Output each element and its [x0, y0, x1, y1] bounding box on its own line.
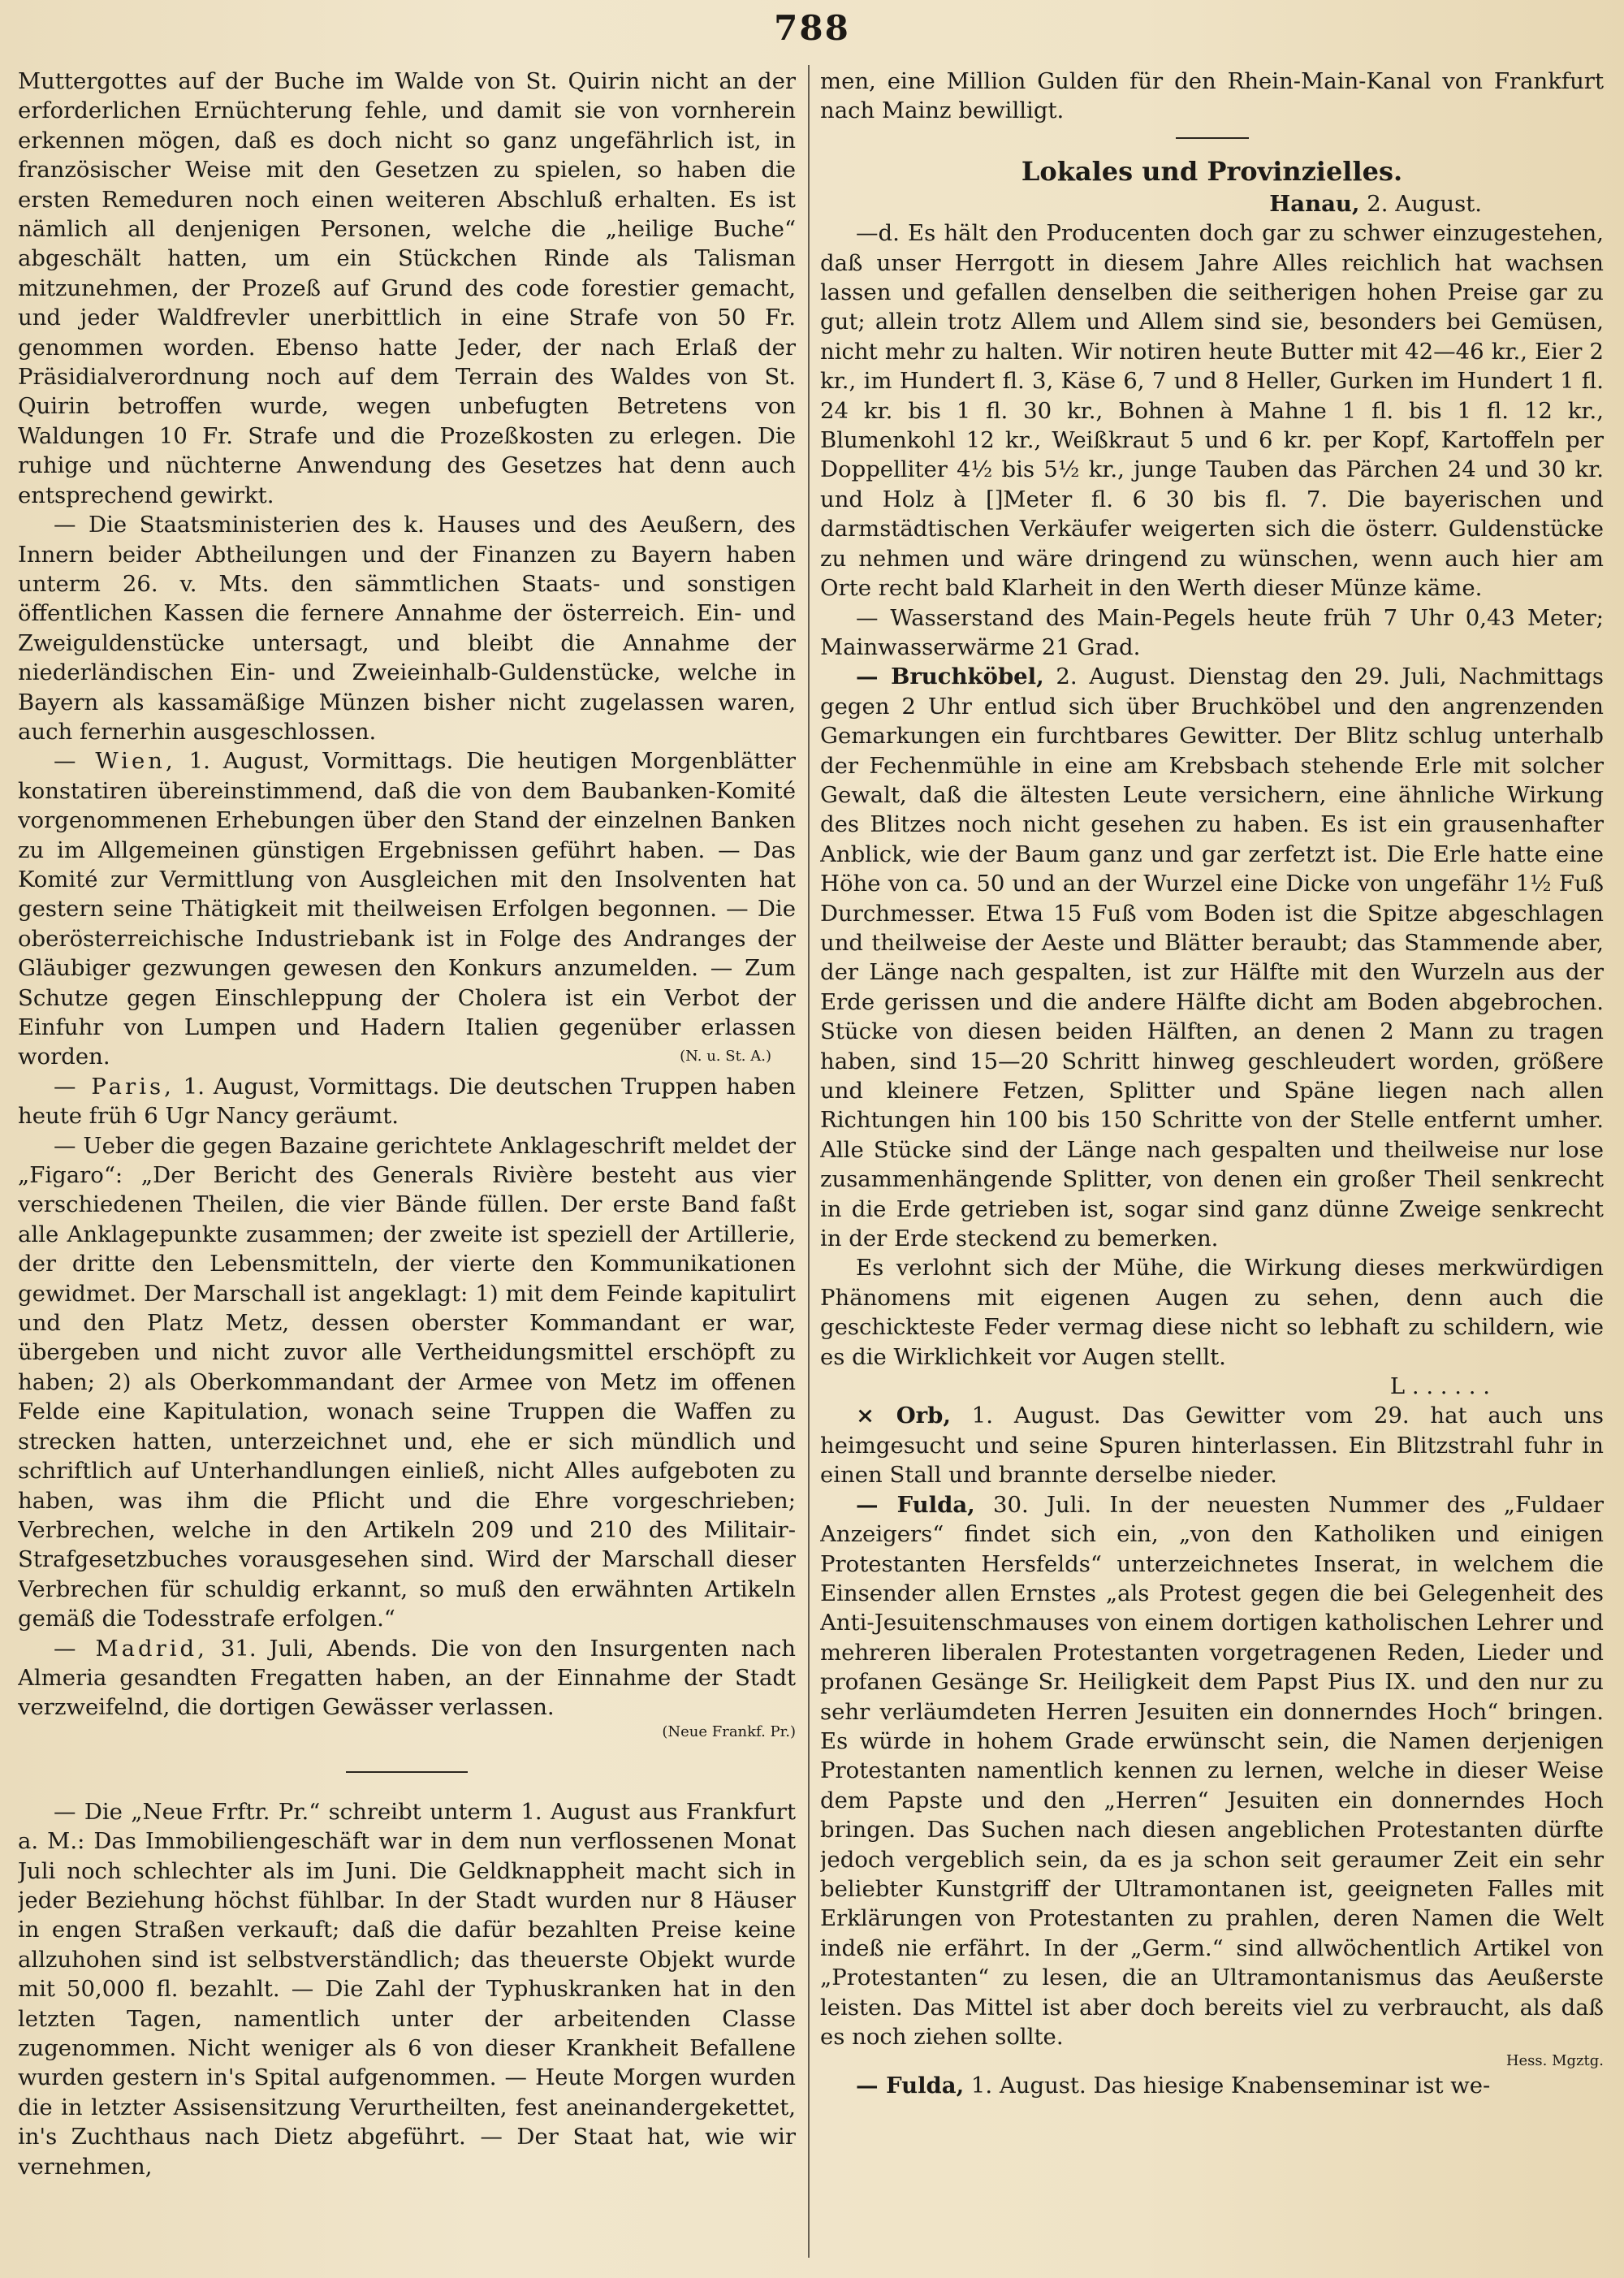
dateline-orb: × Orb, — [856, 1403, 951, 1429]
article-bavaria-coins: — Die Staatsministerien des k. Hauses und des Aeußern, des Innern beider Abtheilungen und der Finanzen zu Bayern haben unterm 26. v. Mts. den sämmtlichen Staats- und sonstigen öffentlichen Kassen die fernere Annahme der österreich. Ein- und Zweiguldenstücke untersagt, und bleibt die Annahme der niederländischen Ein- und Zweieinhalb-Guldenstücke, welche in Bayern als kassamäßige Münzen bisher nicht zugelassen waren, auch fernerhin ausgeschlossen. — [18, 512, 796, 745]
article-paris-text: 1. August, Vormittags. Die deutschen Truppen haben heute früh 6 Ugr Nancy geräumt. — [18, 1073, 796, 1130]
source-madrid: (Neue Frankf. Pr.) — [662, 1723, 796, 1740]
article-fulda-1 — [820, 1490, 1604, 2052]
column-divider — [808, 65, 810, 2258]
article-fulda-2-text: 1. August. Das hiesige Knabenseminar ist we- — [964, 2073, 1491, 2099]
article-frankfurt: — Die „Neue Frftr. Pr.“ schreibt unterm 1. August aus Frankfurt a. M.: Das Immobiliengeschäft war in dem nun verflossenen Monat Juli noch schlechter als im Juni. Die Geldknappheit macht sich in jeder Beziehung höchst fühlbar. In der Stadt wurden nur 8 Häuser in engen Straßen verkauft; daß die dafür bezahlten Preise keine allzuhohen sind ist selbstverständlich; das theuerste Objekt wurde mit 50,000 fl. bezahlt. — Die Zahl der Typhuskranken hat in den letzten Tagen, namentlich unter der arbeitenden Classe zugenommen. Nicht weniger als 6 von dieser Krankheit Befallene wurden gestern in's Spital aufgenommen. — Heute Morgen wurden die in letzter Assisensitzung Verurtheilten, fest aneinandergekettet, in's Zuchthaus nach Dietz abgeführt. — Der Staat hat, wie wir vernehmen, — [18, 1798, 796, 2180]
dateline-madrid: — Madrid, — [54, 1635, 208, 1662]
source-wien: (N. u. St. A.) — [680, 1048, 771, 1066]
article-phaenomen: Es verlohnt sich der Mühe, die Wirkung dieses merkwürdigen Phänomens mit eigenen Augen zu sehen, denn auch die geschickteste Feder vermag diese nicht so lebhaft zu schildern, wie es die Wirklichkeit vor Augen stellt. — [820, 1255, 1604, 1370]
dateline-fulda-1: — Fulda, — [856, 1491, 975, 1518]
article-bruchkoebel — [820, 662, 1604, 1253]
article-paris — [18, 1072, 796, 1131]
page-number: 788 — [774, 8, 850, 48]
article-fulda-2 — [820, 2071, 1604, 2100]
section-separator — [346, 1771, 468, 1773]
dateline-hanau-place: Hanau, — [1269, 190, 1360, 217]
article-wasserstand: — Wasserstand des Main-Pegels heute früh 7 Uhr 0,43 Meter; Mainwasserwärme 21 Grad. — [820, 604, 1604, 660]
dateline-fulda-2: — Fulda, — [856, 2073, 965, 2099]
article-wien — [18, 746, 796, 1071]
source-fulda: Hess. Mgztg. — [1505, 2052, 1604, 2070]
dateline-hanau — [820, 189, 1604, 218]
heading-separator — [1176, 137, 1249, 139]
article-bazaine: — Ueber die gegen Bazaine gerichtete Anklageschrift meldet der „Figaro“: „Der Bericht des Generals Rivière besteht aus vier verschiedenen Theilen, die vier Bände füllen. Der erste Band faßt alle Anklagepunkte zusammen; der zweite ist speziell der Artillerie, der dritte den Lebensmitteln, der vierte den Kommunikationen gewidmet. Der Marschall ist angeklagt: 1) mit dem Feinde kapitulirt und den Platz Metz, dessen oberster Kommandant er war, übergeben und nicht zuvor alle Vertheidungsmittel erschöpft zu haben; 2) als Oberkommandant der Armee von Metz im offenen Felde eine Kapitulation, wonach seine Truppen die Waffen zu strecken hatten, unterzeichnet und, ehe er sich mündlich und schriftlich auf Unterhandlungen einließ, nicht Alles aufgeboten zu haben, was ihm die Pflicht und die Ehre vorgeschrieben; Verbrechen, welche in den Artikeln 209 und 210 des Militair-Strafgesetzbuches vorausgesehen sind. Wird der Marschall dieser Verbrechen für schuldig erkannt, so muß den erwähnten Artikeln gemäß die Todesstrafe erfolgen.“ — [18, 1132, 796, 1632]
article-orb — [820, 1401, 1604, 1489]
dateline-wien: — Wien, — [54, 748, 176, 775]
article-hanau-prices: —d. Es hält den Producenten doch gar zu schwer einzugestehen, daß unser Herrgott in diesem Jahre Alles reichlich hat wachsen lassen und gefallen denselben die seitherigen hohen Preise gar zu gut; allein trotz Allem und Allem sind sie, besonders bei Gemüsen, nicht mehr zu halten. Wir notiren heute Butter mit 42—46 kr., Eier 2 kr., im Hundert fl. 3, Käse 6, 7 und 8 Heller, Gurken im Hundert 1 fl. 24 kr. bis 1 fl. 30 kr., Bohnen à Mahne 1 fl. bis 1 fl. 12 kr., Blumenkohl 12 kr., Weißkraut 5 und 6 kr. per Kopf, Kartoffeln per Doppelliter 4½ bis 5½ kr., junge Tauben das Pärchen 24 und 30 kr. und Holz à []Meter fl. 6 30 bis fl. 7. Die bayerischen und darmstädtischen Verkäufer weigerten sich die österr. Guldenstücke zu nehmen und wäre dringend zu wünschen, wenn auch hier am Orte recht bald Klarheit in den Werth dieser Münze käme. — [820, 220, 1604, 602]
dateline-hanau-date: 2. August. — [1359, 190, 1482, 217]
article-st-quirin: Muttergottes auf der Buche im Walde von St. Quirin nicht an der erforderlichen Ernüchterung fehle, und damit sie von vornherein erkennen mögen, daß es doch nicht so ganz ungefährlich ist, in französischer Weise mit den Gesetzen zu spielen, so haben die ersten Remeduren noch einen weiteren Abschluß erhalten. Es ist nämlich all denjenigen Personen, welche die „heilige Buche“ abgeschält hatten, um ein Stückchen Rinde als Talisman mitzunehmen, der Prozeß auf Grund des code forestier gemacht, und jeder Waldfrevler unerbittlich in eine Strafe von 50 Fr. genommen worden. Ebenso hatte Jeder, der nach Erlaß der Präsidialverordnung noch auf dem Terrain des Waldes von St. Quirin betroffen wurde, wegen unbefugten Betretens von Waldungen 10 Fr. Strafe und die Prozeßkosten zu erlegen. Die ruhige und nüchterne Anwendung des Gesetzes hat denn auch entsprechend gewirkt. — [18, 68, 796, 508]
right-column — [820, 67, 1604, 2263]
section-heading: Lokales und Provinzielles. — [1021, 155, 1403, 187]
article-orb-text: 1. August. Das Gewitter vom 29. hat auch uns heimgesucht und seine Spuren hinterlassen. Ein Blitzstrahl fuhr in einen Stall und brannte derselbe nieder. — [820, 1403, 1604, 1489]
article-bruchkoebel-text: 2. August. Dienstag den 29. Juli, Nachmittags gegen 2 Uhr entlud sich über Bruchköbel und den angrenzenden Gemarkungen ein furchtbares Gewitter. Der Blitz schlug unterhalb der Fechenmühle in eine am Krebsbach stehende Erle mit solcher Gewalt, daß die ältesten Leute versichern, eine ähnliche Wirkung des Blitzes noch nicht gesehen zu haben. Es ist ein grausenhafter Anblick, wie der Baum ganz und gar zerfetzt ist. Die Erle hatte eine Höhe von ca. 50 und an der Wurzel eine Dicke von ungefähr 1½ Fuß Durchmesser. Etwa 15 Fuß vom Boden ist die Spitze abgeschlagen und theilweise der Aeste und Blätter beraubt; das Stammende aber, der Länge nach gespalten, ist zur Hälfte mit den Wurzeln aus der Erde gerissen und die andere Hälfte dicht am Boden abgebrochen. Stücke von diesen beiden Hälften, an denen 2 Mann zu tragen haben, sind 15—20 Schritt hinweg geschleudert worden, größere und kleinere Fetzen, Splitter und Späne liegen nach allen Richtungen hin 100 bis 150 Schritte von der Stelle entfernt umher. Alle Stücke sind der Länge nach gespalten und theilweise nur lose zusammenhängende Splitter, von denen ein großer Theil senkrecht in die Erde getrieben ist, sogar sind ganz dünne Zweige senkrecht in der Erde steckend zu bemerken. — [820, 664, 1604, 1252]
article-madrid — [18, 1634, 796, 1723]
article-wien-text: 1. August, Vormittags. Die heutigen Morgenblätter konstatiren übereinstimmend, daß die von dem Baubanken-Komité vorgenommenen Erhebungen über den Stand der einzelnen Banken zu im Allgemeinen günstigen Ergebnissen geführt haben. — Das Komité zur Vermittlung von Ausgleichen mit den Insolventen hat gestern seine Thätigkeit mit theilweisen Erfolgen begonnen. — Die oberösterreichische Industriebank ist in Folge des Andranges der Gläubiger gezwungen gewesen den Konkurs anzumelden. — Zum Schutze gegen Einschleppung der Cholera ist ein Verbot der Einfuhr von Lumpen und Hadern Italien gegenüber erlassen worden. — [18, 748, 796, 1070]
signature: L . . . . . . — [1389, 1373, 1490, 1400]
article-fulda-1-text: 30. Juli. In der neuesten Nummer des „Fuldaer Anzeigers“ findet sich ein, „von den Katholiken und einigen Protestanten Hersfelds“ unterzeichnetes Inserat, in welchem die Einsender allen Ernstes „als Protest gegen die bei Gelegenheit des Anti-Jesuitenschmauses von einem dortigen katholischen Lehrer und mehreren liberalen Protestanten vorgetragenen Reden, Lieder und profanen Gesänge Sr. Heiligkeit dem Papst Pius IX. und den nur zu sehr verläumdeten Herren Jesuiten ein donnerndes Hoch“ bringen. Es würde in hohem Grade erwünscht sein, die Namen derjenigen Protestanten namentlich kennen zu lernen, welche in dieser Weise dem Papste und den „Herren“ Jesuiten ein donnerndes Hoch bringen. Das Suchen nach diesen angeblichen Protestanten dürfte jedoch vergeblich sein, da es ja schon seit geraumer Zeit ein sehr beliebter Kunstgriff der Ultramontanen ist, geeigneten Falles mit Erklärungen von Protestanten zu prahlen, deren Namen die Welt indeß nie erfährt. In der „Germ.“ sind allwöchentlich Artikel von „Protestanten“ zu lesen, die an Ultramontanismus das Aeußerste leisten. Das Mittel ist aber doch bereits viel zu verbraucht, als daß es noch ziehen sollte. — [820, 1491, 1604, 2050]
dateline-paris: — Paris, — [54, 1073, 175, 1100]
left-column — [18, 67, 796, 2263]
dateline-bruchkoebel: — Bruchköbel, — [856, 664, 1044, 690]
article-rhein-main-kanal: men, eine Million Gulden für den Rhein-Main-Kanal von Frankfurt nach Mainz bewilligt. — [820, 68, 1604, 124]
article-madrid-text: 31. Juli, Abends. Die von den Insurgenten nach Almeria gesandten Fregatten haben, an der Einnahme der Stadt verzweifelnd, die dortigen Gewässer verlassen. — [18, 1635, 796, 1721]
